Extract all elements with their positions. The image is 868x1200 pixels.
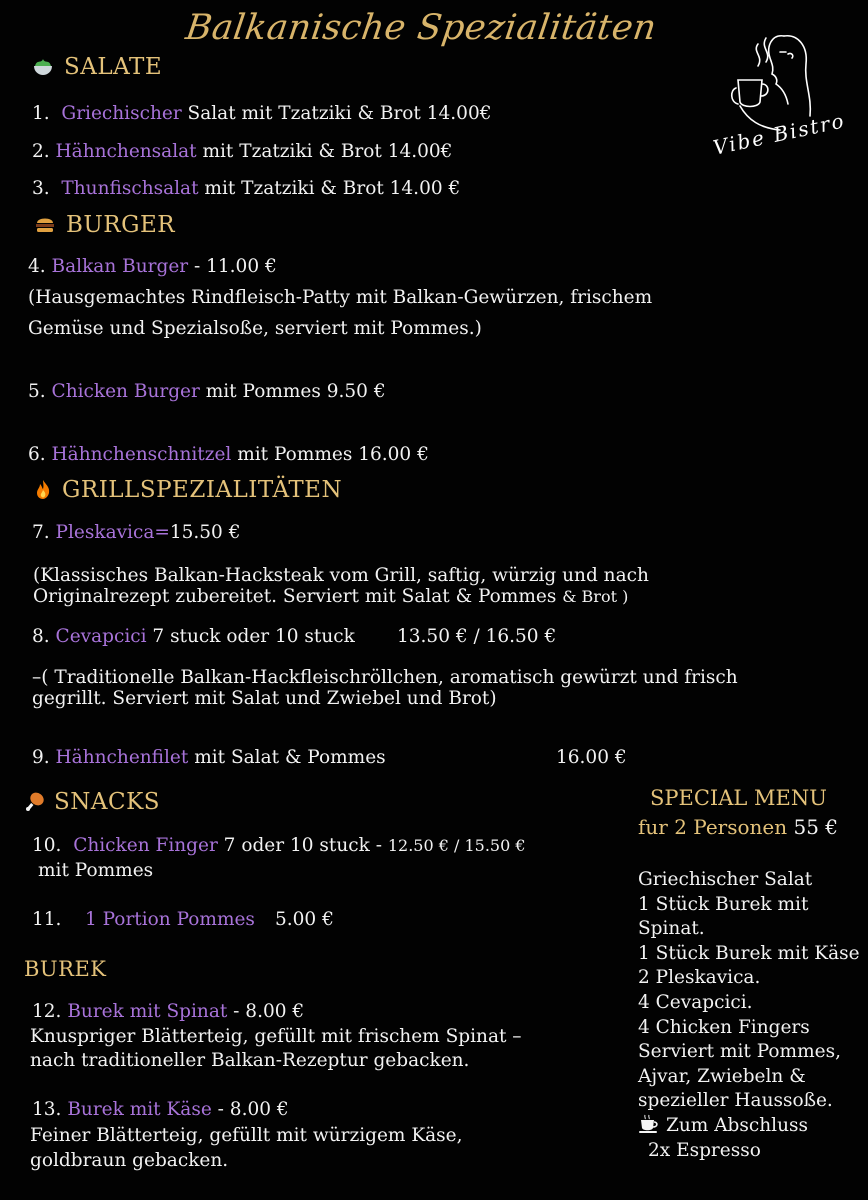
item-name: Chicken Burger: [51, 381, 200, 402]
menu-item-12: 12. Burek mit Spinat - 8.00 €: [32, 1001, 305, 1022]
coffee-cup-icon: [638, 1114, 660, 1134]
item-13-description-line-2: goldbraun gebacken.: [30, 1150, 229, 1171]
special-line: spezieller Haussoße.: [638, 1090, 833, 1112]
item-10-line-2: mit Pommes: [38, 860, 154, 881]
section-grill: [32, 477, 342, 503]
special-line: Griechischer Salat: [638, 869, 813, 890]
section-burek: BUREK: [24, 957, 107, 981]
special-menu-contents: [638, 868, 860, 1163]
special-line: Ajvar, Zwiebeln &: [638, 1065, 806, 1087]
item-name: Burek mit Käse: [67, 1099, 212, 1120]
section-title: GRILLSPEZIALITÄTEN: [62, 477, 343, 503]
menu-item-11: 11. 1 Portion Pommes: [32, 909, 255, 930]
special-closing: Zum Abschluss: [638, 1114, 860, 1139]
item-13-description-line-1: Feiner Blätterteig, gefüllt mit würzigem Käse,: [30, 1125, 463, 1146]
menu-item-9: 9. Hähnchenfilet mit Salat & Pommes: [32, 747, 386, 768]
vibe-bistro-logo: [700, 24, 860, 174]
item-name: 1 Portion Pommes: [84, 909, 255, 930]
item-name: Hähnchensalat: [55, 141, 197, 162]
item-name: Hähnchenfilet: [55, 747, 189, 768]
section-burger: [34, 212, 175, 238]
item-11-price: 5.00 €: [275, 909, 334, 930]
section-snacks: [24, 789, 160, 815]
item-name: Hähnchenschnitzel: [51, 444, 232, 465]
item-name: Griechischer: [61, 103, 182, 124]
item-4-description-line-2: Gemüse und Spezialsoße, serviert mit Pommes.): [28, 318, 482, 339]
menu-title: Balkanische Spezialitäten: [183, 8, 660, 48]
menu-item-4: 4. Balkan Burger - 11.00 €: [28, 256, 277, 277]
special-line: Spinat.: [638, 918, 705, 940]
item-name: Balkan Burger: [51, 256, 189, 277]
section-salate: [32, 54, 162, 80]
section-title: SNACKS: [54, 789, 161, 815]
special-espresso: 2x Espresso: [648, 1139, 761, 1161]
fire-icon: [32, 478, 54, 500]
special-menu-subtitle: fur 2 Personen 55 €: [638, 815, 839, 839]
salad-bowl-icon: [32, 55, 54, 77]
item-name: Pleskavica=: [55, 522, 170, 543]
item-name: Burek mit Spinat: [67, 1001, 228, 1022]
item-8-description-line-2: gegrillt. Serviert mit Salat und Zwiebel und Brot): [32, 688, 497, 709]
logo-text: Vibe Bistro: [710, 108, 848, 160]
menu-item-6: 6. Hähnchenschnitzel mit Pommes 16.00 €: [28, 444, 429, 465]
special-line: 4 Cevapcici.: [638, 991, 753, 1013]
item-7-description-line-2: Originalrezept zubereitet. Serviert mit Salat & Pommes & Brot ): [33, 586, 629, 607]
special-line: Serviert mit Pommes,: [638, 1041, 841, 1063]
item-8-price: 13.50 € / 16.50 €: [397, 626, 557, 647]
menu-item-10: 10. Chicken Finger 7 oder 10 stuck - 12.50 € / 15.50 €: [32, 835, 526, 856]
menu-item-1: 1. Griechischer Salat mit Tzatziki & Brot 14.00€: [32, 103, 492, 124]
item-name: Cevapcici: [55, 626, 147, 647]
item-name: Thunfischsalat: [61, 178, 199, 199]
menu-item-8: 8. Cevapcici 7 stuck oder 10 stuck: [32, 626, 355, 647]
burger-icon: [34, 213, 56, 235]
menu-item-7: 7. Pleskavica=15.50 €: [32, 522, 241, 543]
item-9-price: 16.00 €: [556, 747, 627, 768]
menu-item-13: 13. Burek mit Käse - 8.00 €: [32, 1099, 289, 1120]
item-12-description-line-1: Knuspriger Blätterteig, gefüllt mit frischem Spinat –: [30, 1026, 522, 1047]
special-line: 1 Stück Burek mit Käse: [638, 942, 860, 964]
drumstick-icon: [24, 790, 46, 812]
menu-item-5: 5. Chicken Burger mit Pommes 9.50 €: [28, 381, 386, 402]
section-title: BURGER: [66, 212, 176, 238]
special-menu-title: SPECIAL MENU: [650, 786, 827, 810]
menu-item-3: 3. Thunfischsalat mit Tzatziki & Brot 14.00 €: [32, 178, 461, 199]
menu-item-2: 2. Hähnchensalat mit Tzatziki & Brot 14.00€: [32, 141, 453, 162]
section-title: SALATE: [64, 54, 163, 80]
item-12-description-line-2: nach traditioneller Balkan-Rezeptur gebacken.: [30, 1050, 470, 1071]
special-line: 4 Chicken Fingers: [638, 1016, 810, 1038]
item-4-description-line-1: (Hausgemachtes Rindfleisch-Patty mit Balkan-Gewürzen, frischem: [28, 287, 653, 308]
special-line: 2 Pleskavica.: [638, 967, 761, 989]
special-line: 1 Stück Burek mit: [638, 893, 809, 915]
item-8-description-line-1: –( Traditionelle Balkan-Hackfleischröllchen, aromatisch gewürzt und frisch: [32, 667, 738, 688]
item-7-description-line-1: (Klassisches Balkan-Hacksteak vom Grill, saftig, würzig und nach: [33, 565, 649, 586]
item-name: Chicken Finger: [73, 835, 218, 856]
